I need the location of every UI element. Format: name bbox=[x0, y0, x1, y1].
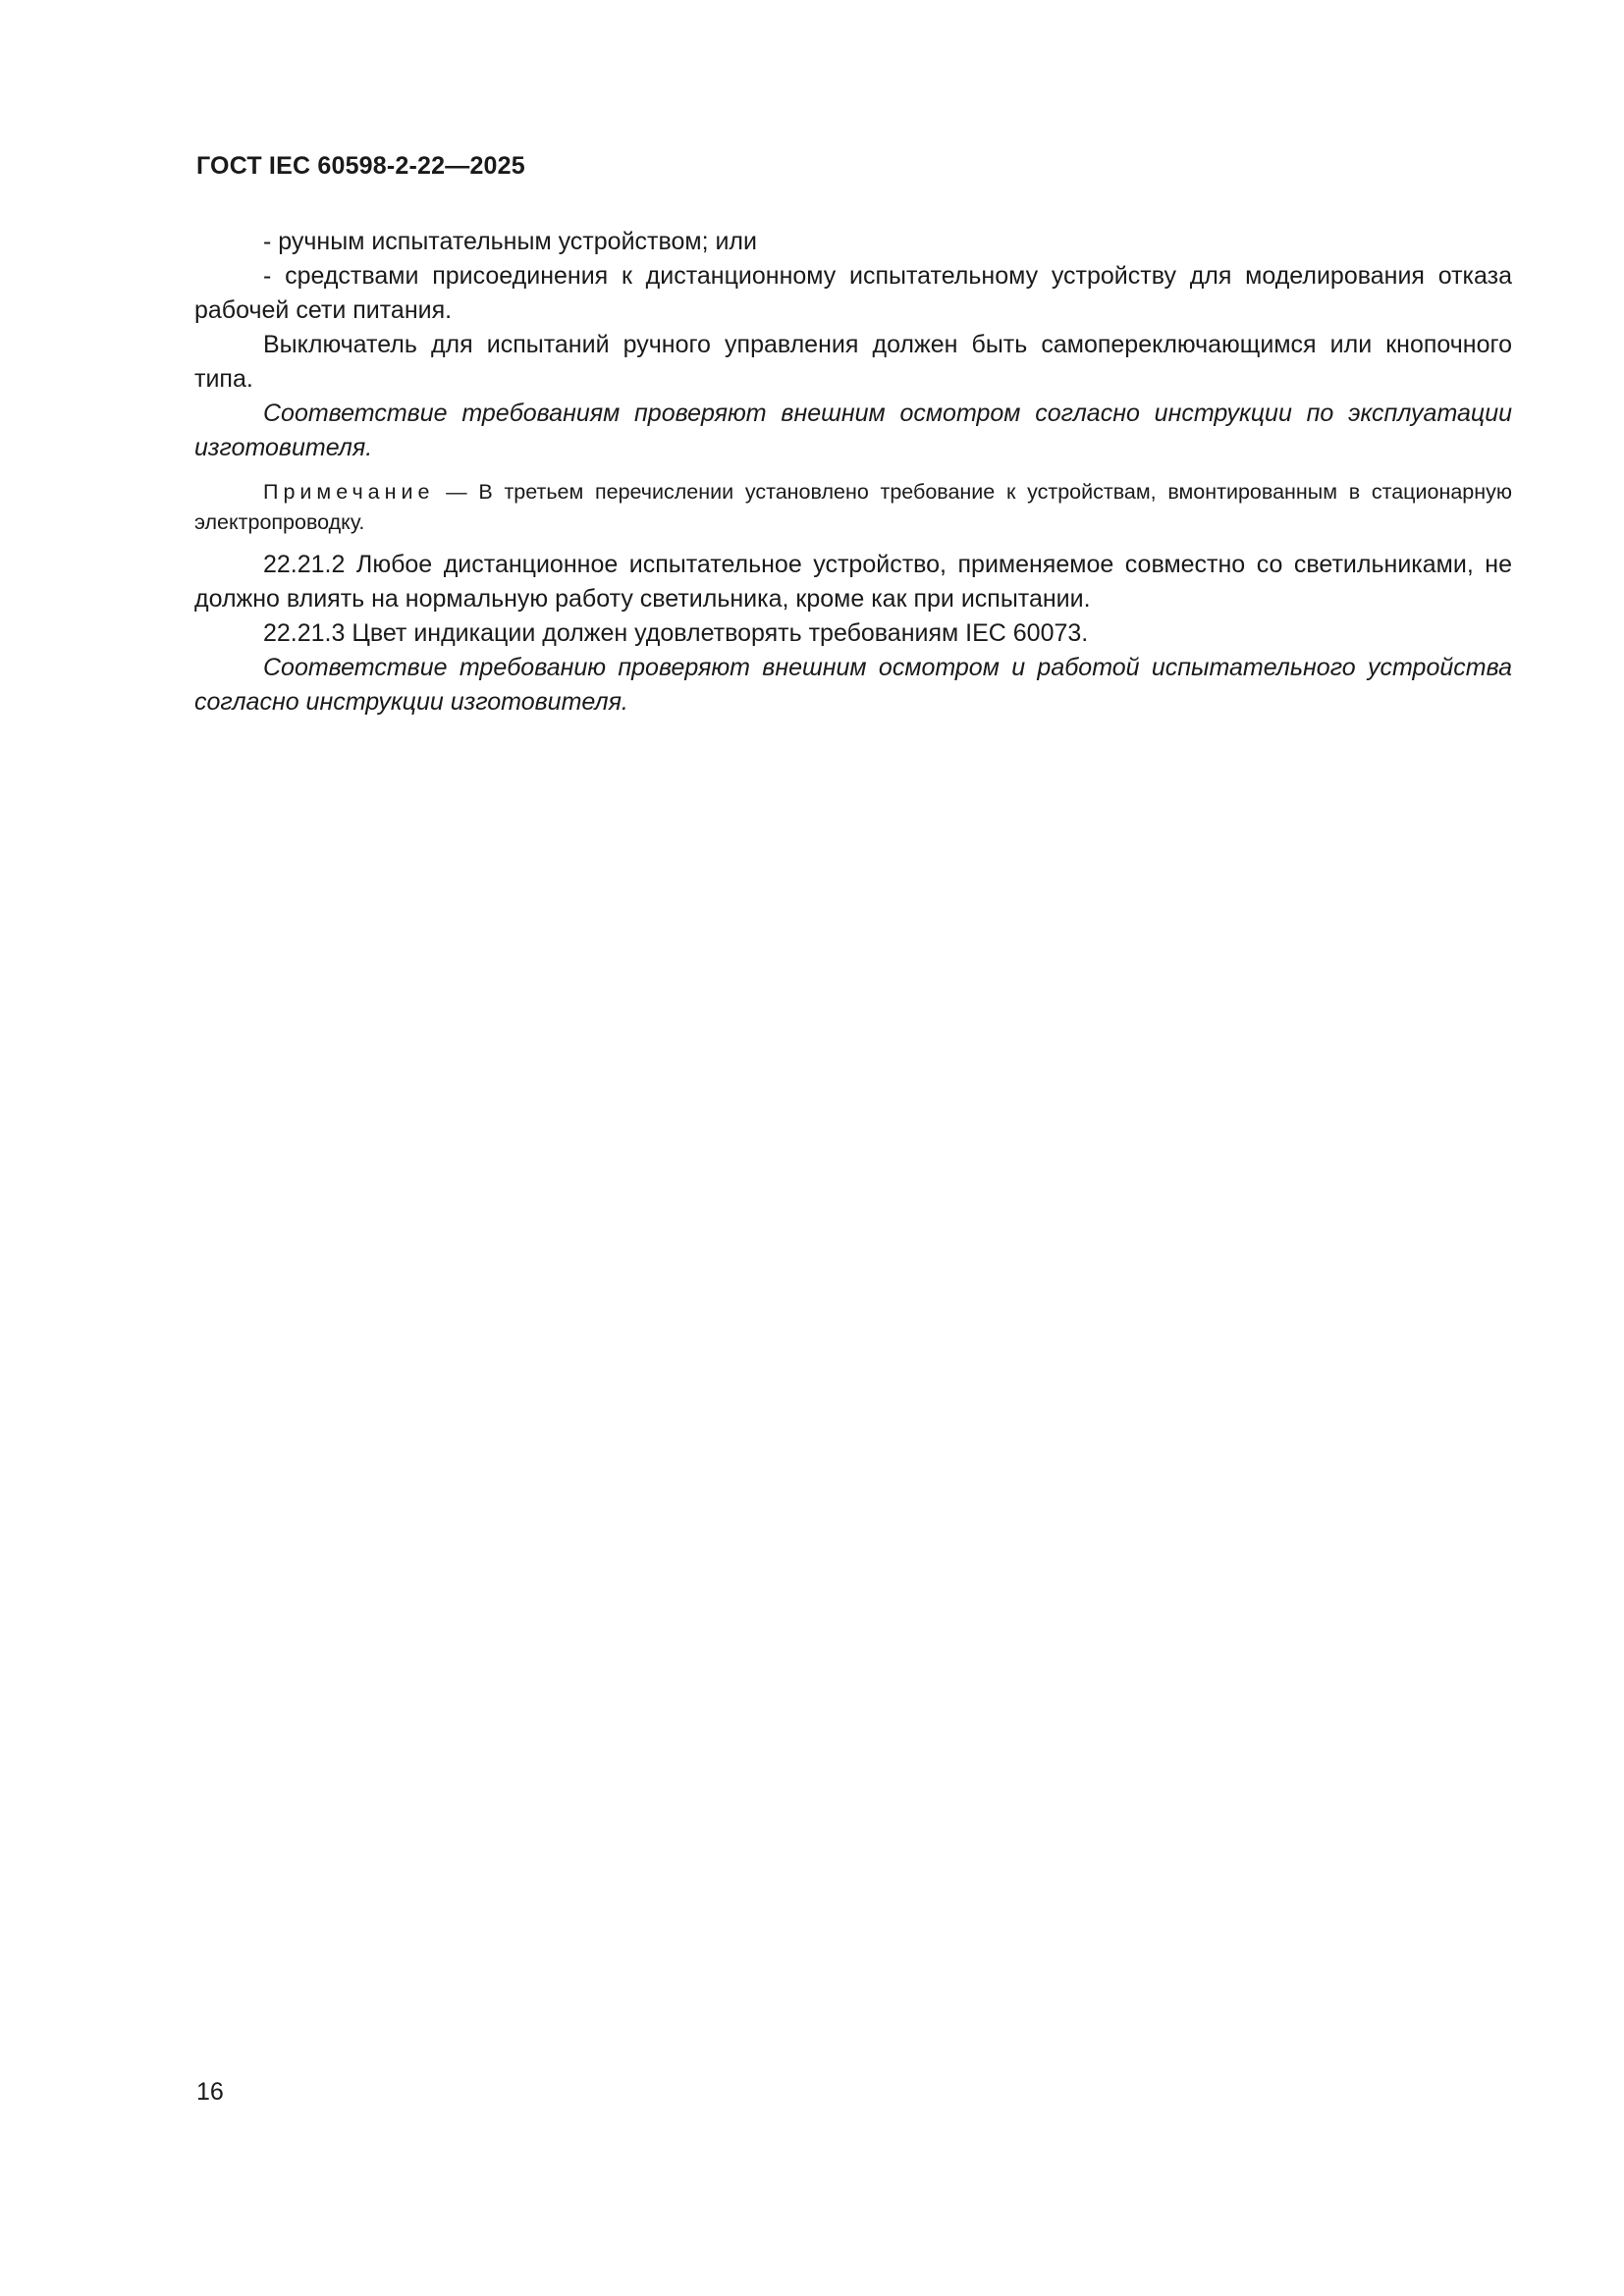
clause-22-21-2: 22.21.2 Любое дистанционное испытательное устройство, применяемое совместно со светильниками, не должно влиять на нормальную работу светильника, кроме как при испытании. bbox=[194, 551, 1512, 613]
list-item-manual-device: - ручным испытательным устройством; или bbox=[263, 228, 757, 255]
document-body bbox=[194, 225, 1512, 720]
note bbox=[194, 477, 1512, 538]
page-number: 16 bbox=[196, 2078, 224, 2106]
paragraph-switch-requirement: Выключатель для испытаний ручного управления должен быть самопереключающимся или кнопочного типа. bbox=[194, 331, 1512, 393]
clause-22-21-3: 22.21.3 Цвет индикации должен удовлетворять требованиям IEC 60073. bbox=[263, 619, 1089, 647]
note-label: Примечание bbox=[263, 480, 435, 504]
document-header: ГОСТ IEC 60598-2-22—2025 bbox=[196, 152, 525, 180]
list-item-remote-device: - средствами присоединения к дистанционному испытательному устройству для моделирования отказа рабочей сети питания. bbox=[194, 262, 1512, 324]
paragraph-compliance-check: Соответствие требованиям проверяют внешним осмотром согласно инструкции по эксплуатации изготовителя. bbox=[194, 400, 1512, 461]
paragraph-compliance-check-2: Соответствие требованию проверяют внешним осмотром и работой испытательного устройства согласно инструкции изготовителя. bbox=[194, 654, 1512, 716]
note-text: — В третьем перечислении установлено требование к устройствам, вмонтированным в стационарную электропроводку. bbox=[194, 480, 1512, 534]
